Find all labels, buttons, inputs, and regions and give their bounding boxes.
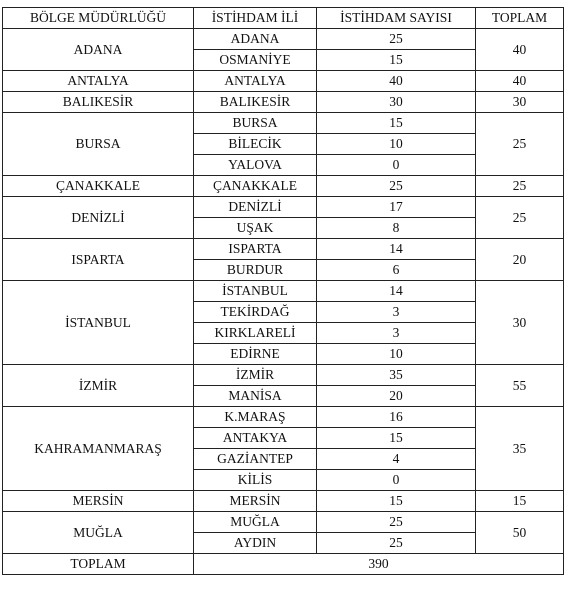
region-total: 50: [476, 512, 564, 554]
employment-count: 25: [317, 176, 476, 197]
employment-count: 35: [317, 365, 476, 386]
city-name: ÇANAKKALE: [194, 176, 317, 197]
table-row: [3, 281, 564, 302]
city-name: OSMANİYE: [194, 50, 317, 71]
region-total: 30: [476, 281, 564, 365]
employment-count: 6: [317, 260, 476, 281]
region-total: 25: [476, 113, 564, 176]
employment-count: 15: [317, 113, 476, 134]
city-name: EDİRNE: [194, 344, 317, 365]
footer-row: [3, 554, 564, 575]
employment-count: 16: [317, 407, 476, 428]
city-name: ANTAKYA: [194, 428, 317, 449]
region-name: ÇANAKKALE: [3, 176, 194, 197]
employment-table: [2, 7, 564, 575]
region-total: 40: [476, 29, 564, 71]
header-city: İSTİHDAM İLİ: [194, 8, 317, 29]
city-name: MANİSA: [194, 386, 317, 407]
region-total: 25: [476, 197, 564, 239]
employment-count: 17: [317, 197, 476, 218]
city-name: MERSİN: [194, 491, 317, 512]
employment-count: 10: [317, 344, 476, 365]
table-container: [2, 7, 564, 575]
employment-count: 8: [317, 218, 476, 239]
region-name: KAHRAMANMARAŞ: [3, 407, 194, 491]
employment-count: 25: [317, 29, 476, 50]
table-row: [3, 365, 564, 386]
employment-count: 15: [317, 428, 476, 449]
employment-count: 3: [317, 323, 476, 344]
region-total: 35: [476, 407, 564, 491]
table-row: [3, 71, 564, 92]
table-row: [3, 176, 564, 197]
header-total: TOPLAM: [476, 8, 564, 29]
region-total: 25: [476, 176, 564, 197]
city-name: KİLİS: [194, 470, 317, 491]
footer-label: TOPLAM: [3, 554, 194, 575]
table-row: [3, 491, 564, 512]
footer-total: 390: [194, 554, 564, 575]
city-name: DENİZLİ: [194, 197, 317, 218]
employment-count: 3: [317, 302, 476, 323]
table-row: [3, 113, 564, 134]
city-name: UŞAK: [194, 218, 317, 239]
employment-count: 30: [317, 92, 476, 113]
employment-count: 4: [317, 449, 476, 470]
region-name: ADANA: [3, 29, 194, 71]
city-name: GAZİANTEP: [194, 449, 317, 470]
city-name: K.MARAŞ: [194, 407, 317, 428]
region-total: 20: [476, 239, 564, 281]
employment-count: 14: [317, 281, 476, 302]
table-row: [3, 407, 564, 428]
city-name: ISPARTA: [194, 239, 317, 260]
employment-count: 10: [317, 134, 476, 155]
region-name: DENİZLİ: [3, 197, 194, 239]
employment-count: 0: [317, 470, 476, 491]
city-name: BALIKESİR: [194, 92, 317, 113]
header-count: İSTİHDAM SAYISI: [317, 8, 476, 29]
employment-count: 15: [317, 491, 476, 512]
header-row: [3, 8, 564, 29]
region-name: İZMİR: [3, 365, 194, 407]
city-name: BURSA: [194, 113, 317, 134]
employment-count: 15: [317, 50, 476, 71]
region-name: MUĞLA: [3, 512, 194, 554]
city-name: İSTANBUL: [194, 281, 317, 302]
city-name: YALOVA: [194, 155, 317, 176]
employment-count: 40: [317, 71, 476, 92]
header-region: BÖLGE MÜDÜRLÜĞÜ: [3, 8, 194, 29]
region-total: 30: [476, 92, 564, 113]
region-total: 15: [476, 491, 564, 512]
city-name: İZMİR: [194, 365, 317, 386]
table-row: [3, 29, 564, 50]
region-name: MERSİN: [3, 491, 194, 512]
region-total: 40: [476, 71, 564, 92]
region-name: ISPARTA: [3, 239, 194, 281]
employment-count: 25: [317, 533, 476, 554]
city-name: BİLECİK: [194, 134, 317, 155]
city-name: KIRKLARELİ: [194, 323, 317, 344]
city-name: ANTALYA: [194, 71, 317, 92]
table-row: [3, 512, 564, 533]
employment-count: 0: [317, 155, 476, 176]
employment-count: 14: [317, 239, 476, 260]
employment-count: 25: [317, 512, 476, 533]
table-row: [3, 239, 564, 260]
table-body: [3, 29, 564, 554]
city-name: AYDIN: [194, 533, 317, 554]
table-row: [3, 92, 564, 113]
employment-count: 20: [317, 386, 476, 407]
region-total: 55: [476, 365, 564, 407]
city-name: TEKİRDAĞ: [194, 302, 317, 323]
table-row: [3, 197, 564, 218]
region-name: İSTANBUL: [3, 281, 194, 365]
region-name: ANTALYA: [3, 71, 194, 92]
region-name: BURSA: [3, 113, 194, 176]
region-name: BALIKESİR: [3, 92, 194, 113]
city-name: MUĞLA: [194, 512, 317, 533]
city-name: BURDUR: [194, 260, 317, 281]
city-name: ADANA: [194, 29, 317, 50]
